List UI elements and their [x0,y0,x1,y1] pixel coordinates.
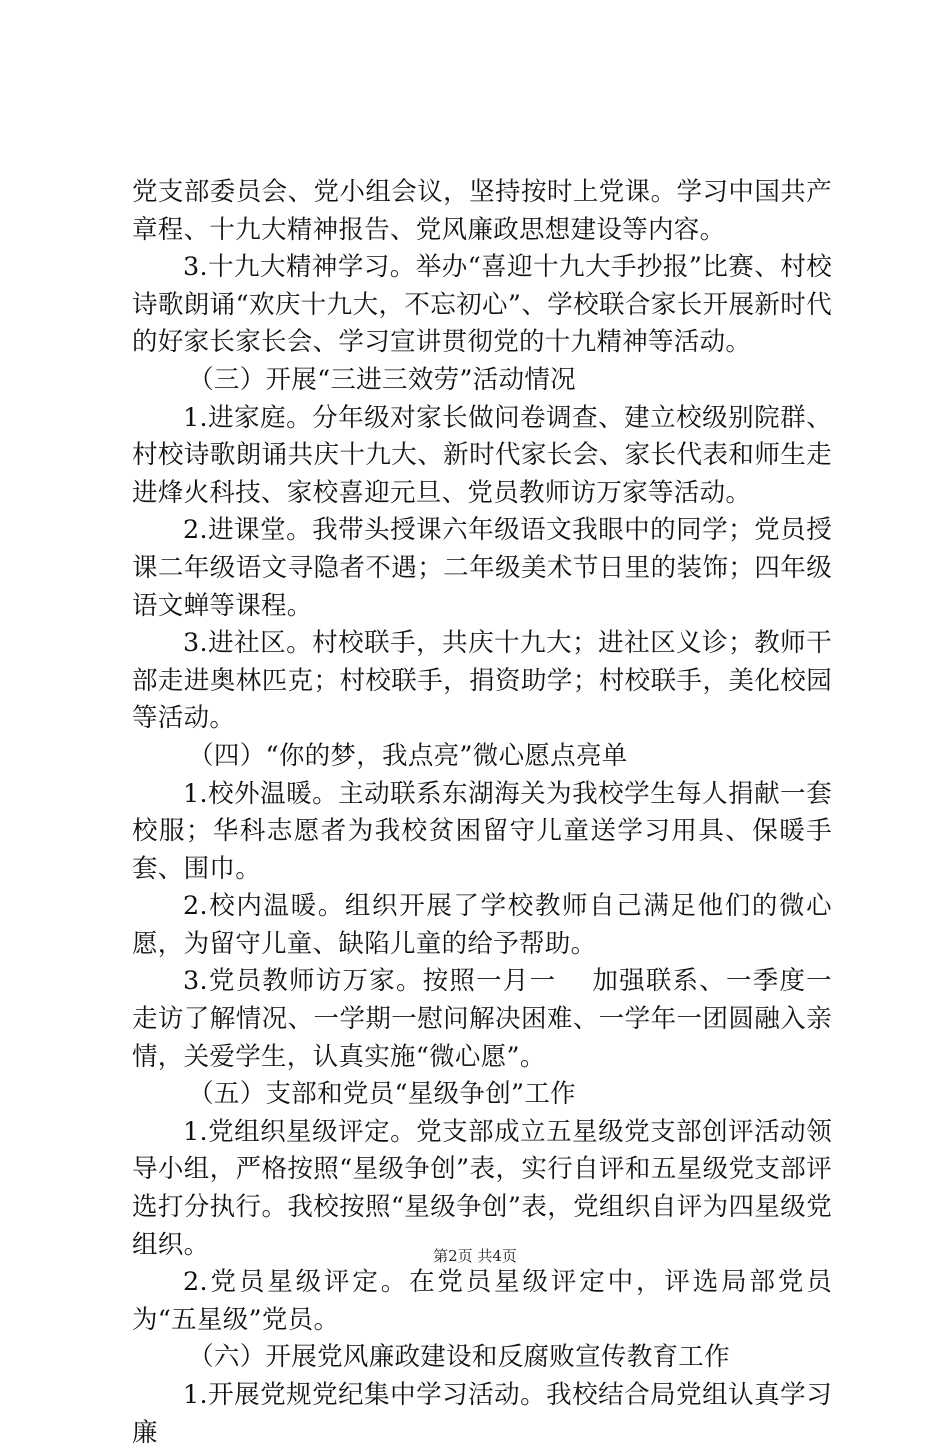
section-heading-6: （六）开展党风廉政建设和反腐败宣传教育工作 [188,1342,730,1373]
paragraph-1: 党支部委员会、党小组会议，坚持按时上党课。学习中国共产章程、十九大精神报告、党风廉政思想建设等内容。 [132,177,832,245]
paragraph-2: 3.十九大精神学习。举办“喜迎十九大手抄报”比赛、村校诗歌朗诵“欢庆十九大，不忘初心”、学校联合家长开展新时代的好家长家长会、学习宣讲贯彻党的十九精神等活动。 [132,252,832,358]
section-heading-5: （五）支部和党员“星级争创”工作 [188,1079,576,1110]
paragraph-4: 1.进家庭。分年级对家长做问卷调查、建立校级别院群、村校诗歌朗诵共庆十九大、新时代家长会、家长代表和师生走进烽火科技、家校喜迎元旦、党员教师访万家等活动。 [132,402,832,508]
paragraph-12: 1.党组织星级评定。党支部成立五星级党支部创评活动领导小组，严格按照“星级争创”表，实行自评和五星级党支部评选打分执行。我校按照“星级争创”表，党组织自评为四星级党组织。 [132,1116,832,1260]
paragraph-9: 2.校内温暖。组织开展了学校教师自己满足他们的微心愿，为留守儿童、缺陷儿童的给予帮助。 [132,891,832,959]
paragraph-5: 2.进课堂。我带头授课六年级语文我眼中的同学；党员授课二年级语文寻隐者不遇；二年级美术节日里的装饰；四年级语文蝉等课程。 [132,515,832,621]
paragraph-6: 3.进社区。村校联手，共庆十九大；进社区义诊；教师干部走进奥林匹克；村校联手，捐资助学；村校联手，美化校园等活动。 [132,628,832,734]
paragraph-15: 1.开展党规党纪集中学习活动。我校结合局党组认真学习廉 [132,1380,832,1448]
paragraph-8: 1.校外温暖。主动联系东湖海关为我校学生每人捐献一套校服；华科志愿者为我校贫困留守儿童送学习用具、保暖手套、围巾。 [132,778,832,884]
paragraph-13: 2.党员星级评定。在党员星级评定中，评选局部党员为“五星级”党员。 [132,1267,832,1335]
section-heading-3: （三）开展“三进三效劳”活动情况 [188,364,576,395]
page-footer: 第2页 共4页 [433,1247,517,1265]
section-heading-4: （四）“你的梦，我点亮”微心愿点亮单 [188,740,628,771]
paragraph-10: 3.党员教师访万家。按照一月一 加强联系、一季度一走访了解情况、一学期一慰问解决困难、一学年一团圆融入亲情，关爱学生，认真实施“微心愿”。 [132,966,832,1072]
